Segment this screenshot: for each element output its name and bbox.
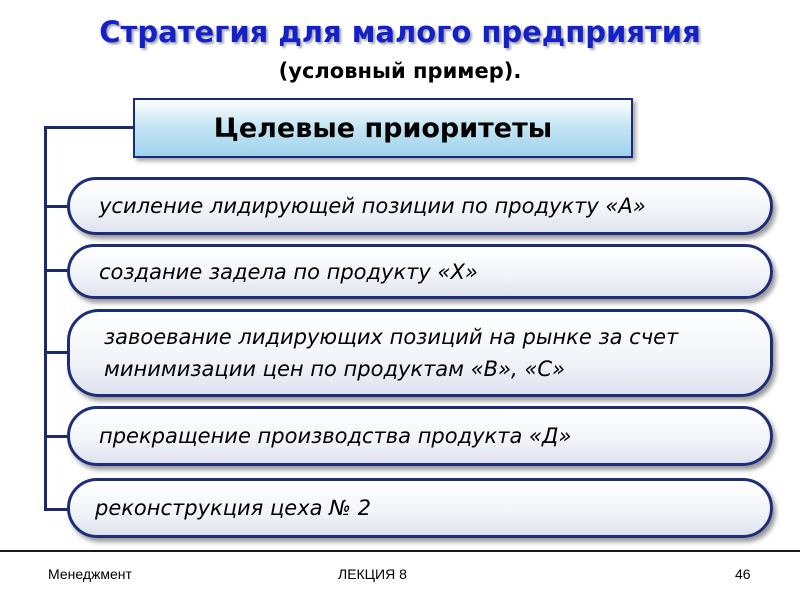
priority-item <box>67 406 773 466</box>
priority-item <box>67 177 773 235</box>
priority-item <box>67 478 773 538</box>
footer-divider <box>0 550 800 552</box>
priority-item-text: реконструкция цеха № 2 <box>95 496 372 520</box>
priority-item <box>67 244 773 299</box>
priority-item-text: создание задела по продукту «Х» <box>99 259 478 284</box>
priority-item-text: завоевание лидирующих позиций на рынке за счет минимизации цен по продуктам «В», «С» <box>104 325 679 381</box>
bracket-connector-1 <box>44 205 68 208</box>
bracket-connector-5 <box>44 508 68 511</box>
bracket-connector-4 <box>44 435 68 438</box>
bracket-connector-3 <box>44 351 68 354</box>
header-label: Целевые приоритеты <box>213 112 553 144</box>
priority-item-text: усиление лидирующей позиции по продукту «А» <box>99 194 646 218</box>
priority-item <box>67 309 773 397</box>
footer-course: Менеджмент <box>48 566 132 582</box>
target-priorities-header <box>133 98 633 158</box>
footer-page-number: 46 <box>735 566 751 582</box>
bracket-connector-2 <box>44 269 68 272</box>
slide-title: Стратегия для малого предприятия <box>99 15 701 49</box>
slide-subtitle: (условный пример). <box>278 59 522 83</box>
bracket-vertical-line <box>44 127 47 511</box>
priority-item-text: прекращение производства продукта «Д» <box>99 424 572 448</box>
bracket-top-connector <box>44 126 134 129</box>
footer-lecture: ЛЕКЦИЯ 8 <box>338 566 407 582</box>
